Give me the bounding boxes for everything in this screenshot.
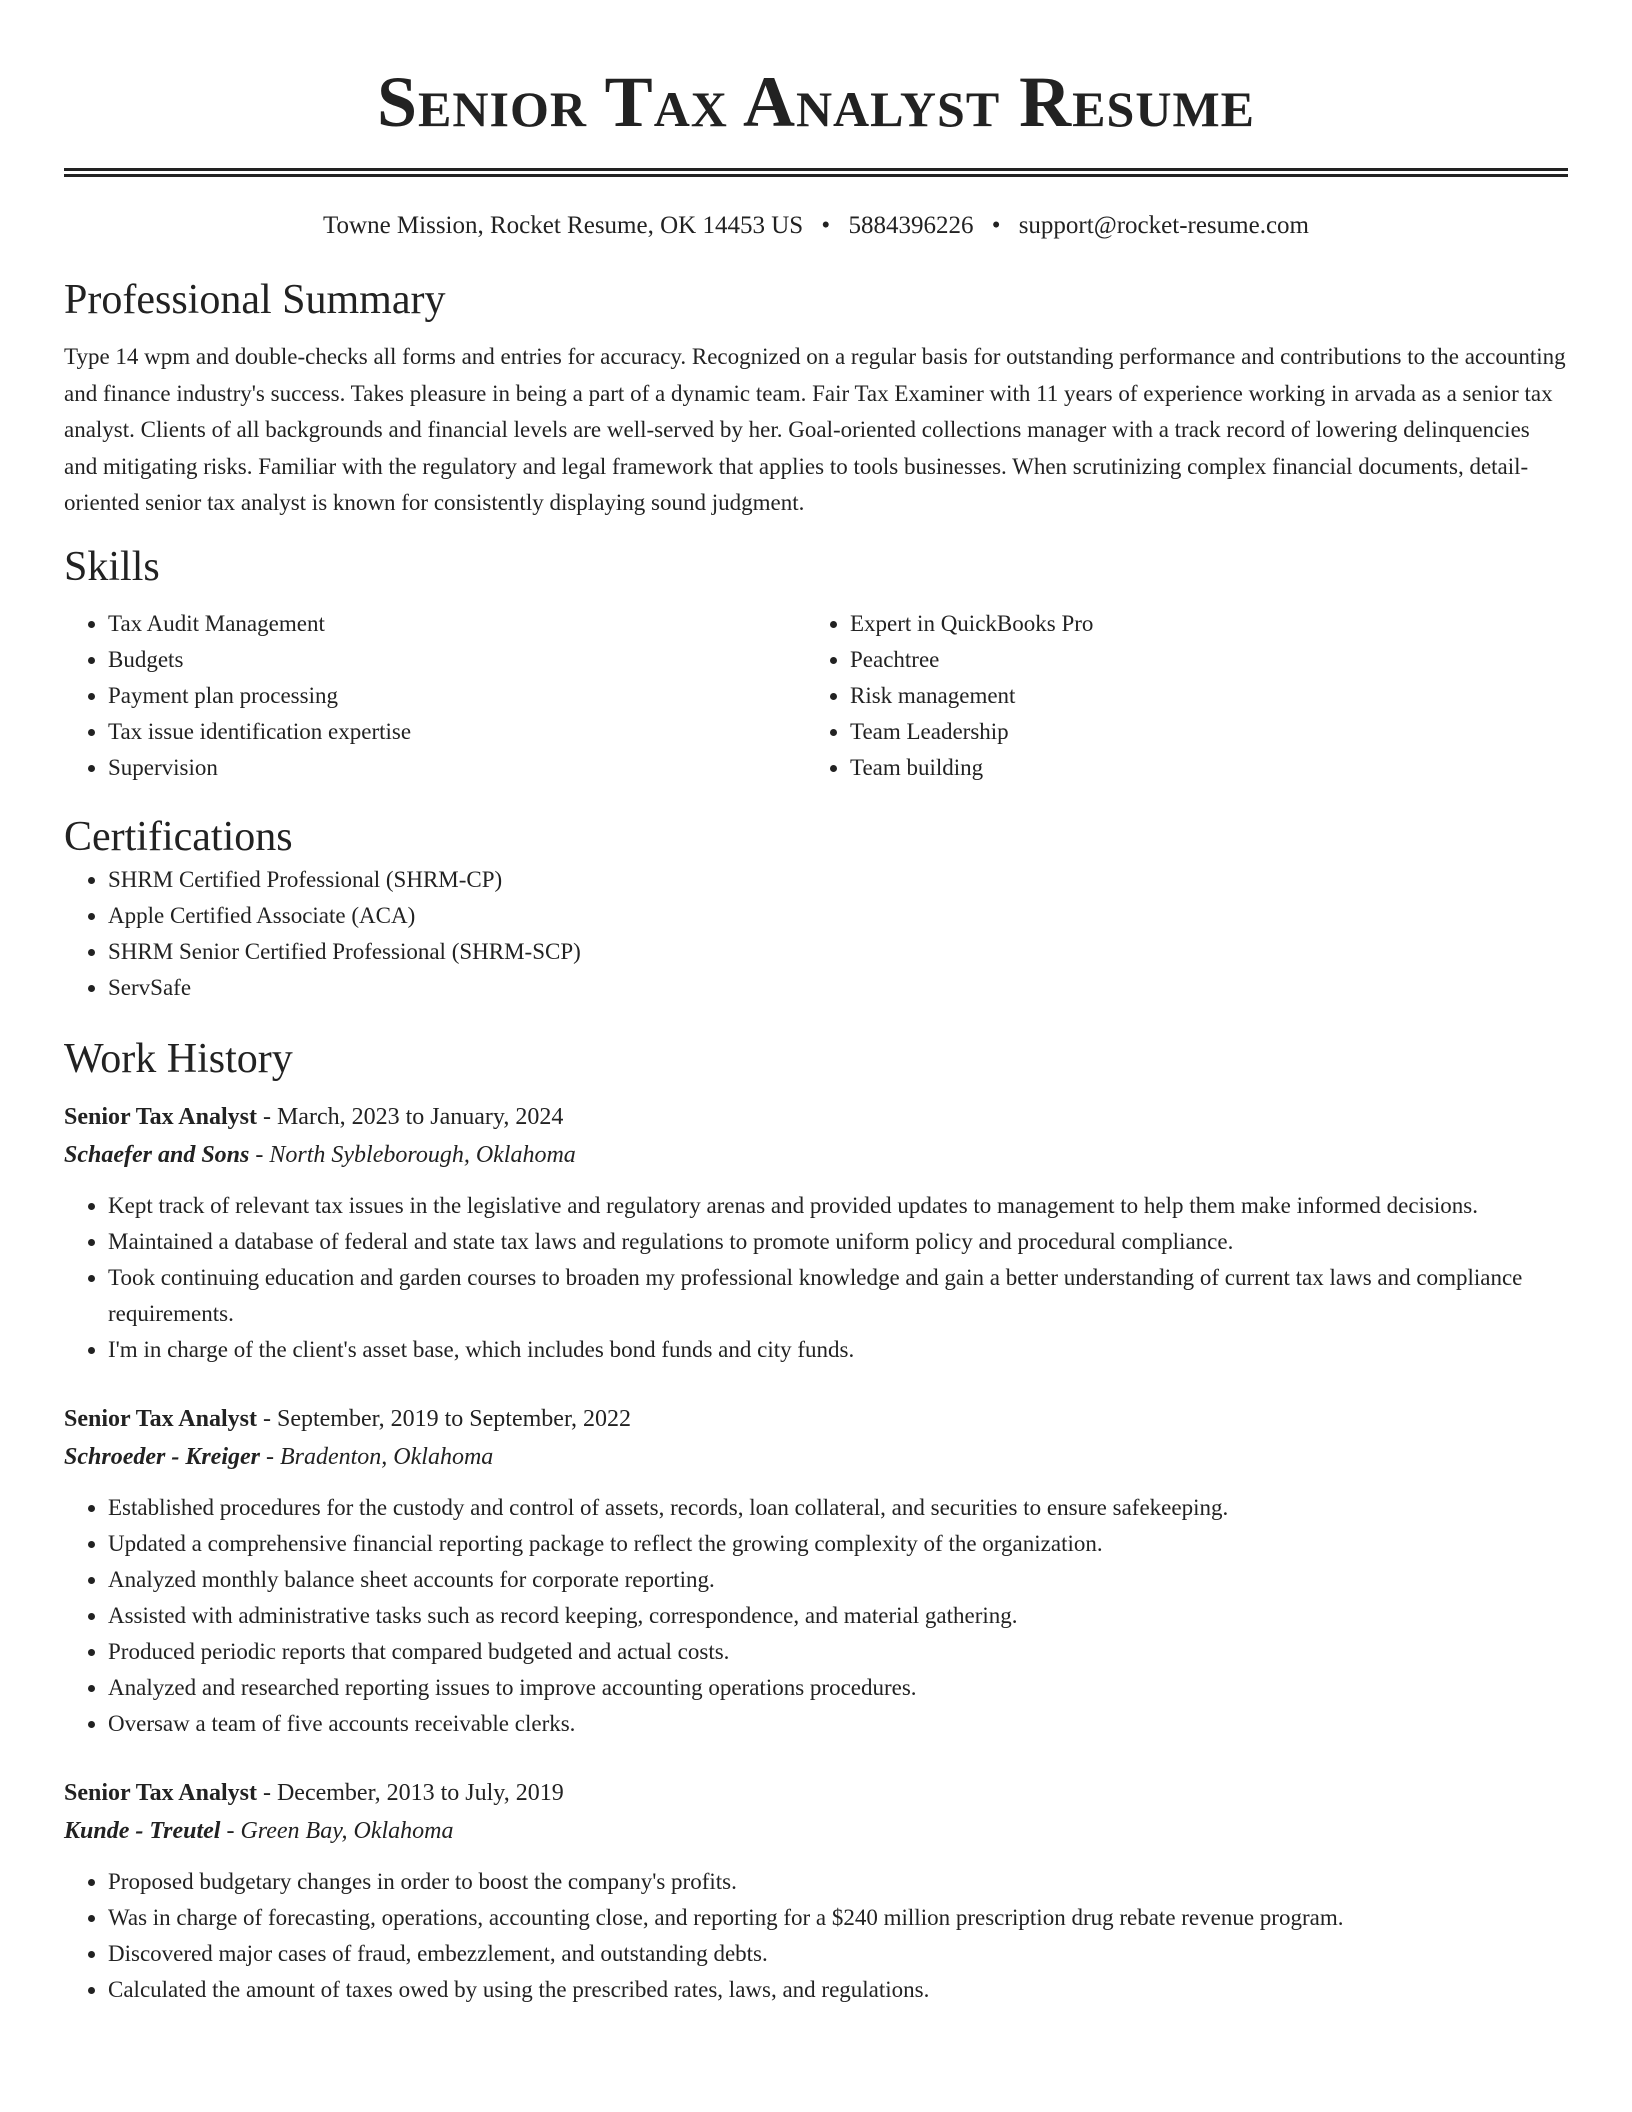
job-title-line: Senior Tax Analyst - March, 2023 to January, 2024	[64, 1103, 564, 1130]
skills-section	[64, 542, 1568, 786]
contact-email: support@rocket-resume.com	[1018, 212, 1309, 239]
job-bullets	[64, 1188, 1568, 1368]
work-history-section	[64, 1034, 1568, 2008]
skills-heading: Skills	[64, 543, 160, 590]
skill-item: • Tax Audit Management	[108, 606, 806, 642]
skills-column-left	[64, 606, 806, 786]
job-location: Green Bay, Oklahoma	[240, 1817, 454, 1844]
skill-item: • Peachtree	[850, 642, 1548, 678]
job-bullet: • Was in charge of forecasting, operations, accounting close, and reporting for a $240 million prescription drug rebate revenue program.	[108, 1900, 1568, 1936]
summary-heading: Professional Summary	[64, 277, 446, 323]
job-dates: March, 2023 to January, 2024	[276, 1103, 564, 1130]
skill-item: • Expert in QuickBooks Pro	[850, 606, 1548, 642]
job-bullet: • Assisted with administrative tasks such as record keeping, correspondence, and material gathering.	[108, 1598, 1568, 1634]
job-company: Schaefer and Sons	[64, 1141, 250, 1168]
job-title-line: Senior Tax Analyst - December, 2013 to July, 2019	[64, 1779, 564, 1806]
skills-list-right	[806, 606, 1548, 786]
job-dates: December, 2013 to July, 2019	[276, 1779, 564, 1806]
job-entry	[64, 1400, 1568, 1742]
contact-separator: •	[821, 212, 831, 239]
job-entry	[64, 1774, 1568, 2008]
job-bullet: • Kept track of relevant tax issues in the legislative and regulatory arenas and provided updates to management to help them make informed decisions.	[108, 1188, 1568, 1224]
skills-column-right	[806, 606, 1548, 786]
job-bullet: • Proposed budgetary changes in order to boost the company's profits.	[108, 1864, 1568, 1900]
job-company: Kunde - Treutel	[64, 1817, 221, 1844]
skill-item: • Team building	[850, 750, 1548, 786]
job-title-line: Senior Tax Analyst - September, 2019 to September, 2022	[64, 1405, 631, 1432]
job-role: Senior Tax Analyst	[64, 1405, 257, 1432]
job-bullet: • Analyzed monthly balance sheet accounts for corporate reporting.	[108, 1562, 1568, 1598]
skill-item: • Supervision	[108, 750, 806, 786]
title-divider	[64, 168, 1568, 177]
job-bullet: • Took continuing education and garden courses to broaden my professional knowledge and gain a better understanding of current tax laws and compliance requirements.	[108, 1260, 1568, 1332]
contact-separator: •	[991, 212, 1001, 239]
skills-list-left	[64, 606, 806, 786]
job-bullet: • Maintained a database of federal and state tax laws and regulations to promote uniform policy and procedural compliance.	[108, 1224, 1568, 1260]
job-bullet: • Established procedures for the custody and control of assets, records, loan collateral, and securities to ensure safekeeping.	[108, 1490, 1568, 1526]
job-bullet: • Produced periodic reports that compared budgeted and actual costs.	[108, 1634, 1568, 1670]
work-history-heading: Work History	[64, 1035, 293, 1082]
job-location: North Sybleborough, Oklahoma	[269, 1141, 576, 1168]
job-role: Senior Tax Analyst	[64, 1779, 257, 1806]
skill-item: • Budgets	[108, 642, 806, 678]
summary-text: Type 14 wpm and double-checks all forms and entries for accuracy. Recognized on a regular basis for outstanding performance and contributions to the accounting and finance industry's success. Takes pleasure in being a part of a dynamic team. Fair Tax Examiner with 11 years of experience working in arvada as a senior tax analyst. Clients of all backgrounds and financial levels are well-served by her. Goal-oriented collections manager with a track record of lowering delinquencies and mitigating risks. Familiar with the regulatory and legal framework that applies to tools businesses. When scrutinizing complex financial documents, detail-oriented senior tax analyst is known for consistently displaying sound judgment.	[64, 344, 1566, 515]
skill-item: • Risk management	[850, 678, 1548, 714]
certifications-list	[64, 862, 1568, 1006]
certification-item: • Apple Certified Associate (ACA)	[108, 898, 1568, 934]
job-bullet: • Oversaw a team of five accounts receivable clerks.	[108, 1706, 1568, 1742]
page-title: Senior Tax Analyst Resume	[377, 62, 1255, 142]
job-company-line: Schaefer and Sons - North Sybleborough, Oklahoma	[64, 1141, 576, 1168]
certification-item: • SHRM Certified Professional (SHRM-CP)	[108, 862, 1568, 898]
job-bullet: • Updated a comprehensive financial reporting package to reflect the growing complexity of the organization.	[108, 1526, 1568, 1562]
job-company-line: Kunde - Treutel - Green Bay, Oklahoma	[64, 1817, 454, 1844]
certifications-heading: Certifications	[64, 813, 293, 860]
job-company-line: Schroeder - Kreiger - Bradenton, Oklahoma	[64, 1443, 494, 1470]
job-location: Bradenton, Oklahoma	[279, 1443, 494, 1470]
job-bullets	[64, 1490, 1568, 1742]
job-dates: September, 2019 to September, 2022	[276, 1405, 631, 1432]
certification-item: • SHRM Senior Certified Professional (SHRM-SCP)	[108, 934, 1568, 970]
summary-section	[64, 275, 1568, 522]
skills-grid	[64, 606, 1568, 786]
job-company: Schroeder - Kreiger	[64, 1443, 260, 1470]
skill-item: • Payment plan processing	[108, 678, 806, 714]
job-bullet: • Calculated the amount of taxes owed by using the prescribed rates, laws, and regulations.	[108, 1972, 1568, 2008]
contact-phone: 5884396226	[848, 212, 974, 239]
job-bullet: • Discovered major cases of fraud, embezzlement, and outstanding debts.	[108, 1936, 1568, 1972]
skill-item: • Team Leadership	[850, 714, 1548, 750]
job-role: Senior Tax Analyst	[64, 1103, 257, 1130]
certification-item: • ServSafe	[108, 970, 1568, 1006]
skill-item: • Tax issue identification expertise	[108, 714, 806, 750]
contact-line	[64, 211, 1568, 241]
job-entry	[64, 1098, 1568, 1368]
job-bullet: • Analyzed and researched reporting issues to improve accounting operations procedures.	[108, 1670, 1568, 1706]
certifications-section	[64, 812, 1568, 1006]
job-bullets	[64, 1864, 1568, 2008]
job-bullet: • I'm in charge of the client's asset base, which includes bond funds and city funds.	[108, 1332, 1568, 1368]
contact-address: Towne Mission, Rocket Resume, OK 14453 US	[322, 212, 804, 239]
